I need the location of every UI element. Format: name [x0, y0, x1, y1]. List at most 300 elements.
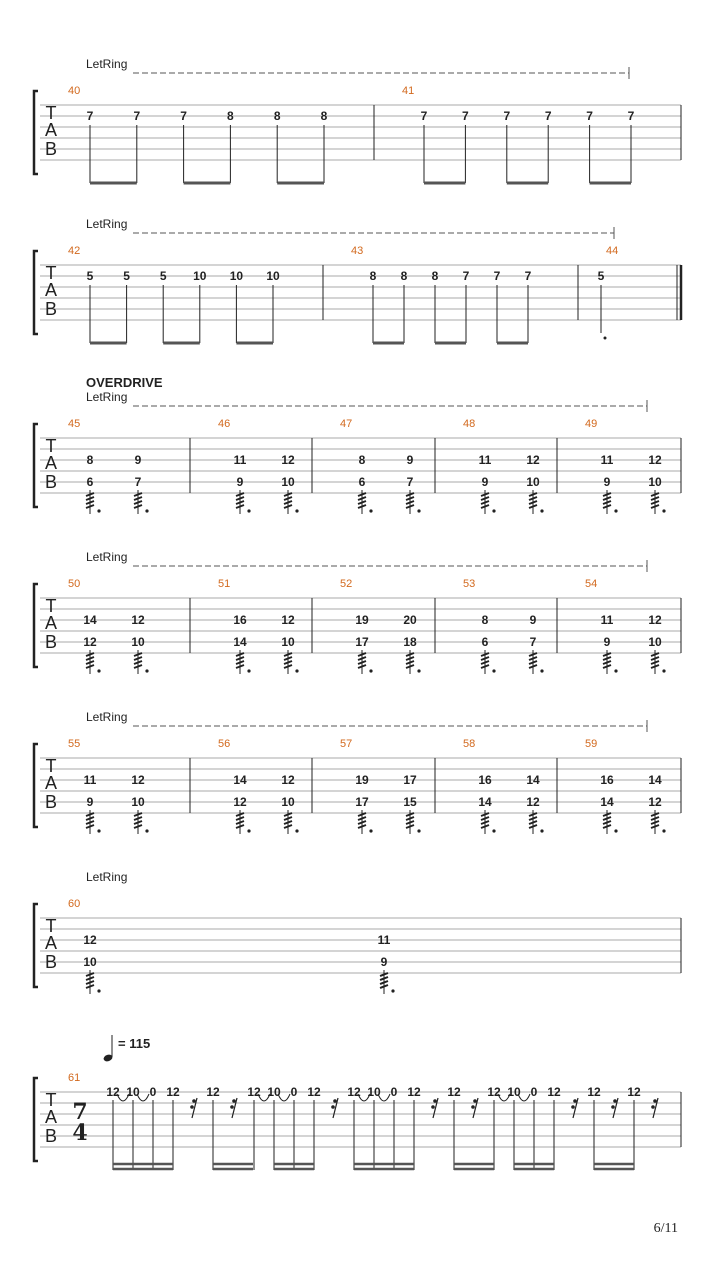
rhythm-dot: [97, 989, 100, 992]
fret-number: 17: [403, 773, 417, 787]
tremolo-slash: [134, 497, 142, 500]
rhythm-dot: [247, 829, 250, 832]
tremolo-slash: [481, 817, 489, 820]
tremolo-slash: [236, 665, 244, 668]
measure-number: 41: [402, 85, 415, 97]
tremolo-slash: [651, 497, 659, 500]
fret-number: 11: [600, 613, 614, 627]
system-bracket: [34, 584, 38, 667]
tremolo-slash: [86, 661, 94, 664]
fret-number: 12: [487, 1085, 501, 1099]
tremolo-slash: [529, 825, 537, 828]
tremolo-slash: [134, 665, 142, 668]
tremolo-slash: [651, 825, 659, 828]
fret-number: 10: [281, 475, 295, 489]
fret-number: 12: [166, 1085, 180, 1099]
measure-number: 44: [606, 245, 619, 257]
fret-number: 10: [131, 795, 145, 809]
fret-number: 12: [547, 1085, 561, 1099]
tremolo-slash: [603, 825, 611, 828]
fret-number: 10: [648, 475, 662, 489]
tab-clef-a: A: [44, 120, 58, 140]
rest-dot: [573, 1099, 577, 1103]
rhythm-dot: [369, 669, 372, 672]
tremolo-slash: [358, 825, 366, 828]
fret-number: 8: [431, 269, 439, 283]
fret-number: 10: [126, 1085, 140, 1099]
tremolo-slash: [529, 665, 537, 668]
fret-number: 10: [131, 635, 145, 649]
tremolo-slash: [603, 497, 611, 500]
tremolo-slash: [406, 501, 414, 504]
measure-number: 57: [340, 738, 353, 750]
tremolo-slash: [406, 497, 414, 500]
tremolo-slash: [284, 497, 292, 500]
fret-number: 10: [526, 475, 540, 489]
rhythm-dot: [662, 509, 665, 512]
measure-number: 61: [68, 1072, 81, 1084]
rhythm-dot: [540, 829, 543, 832]
rhythm-dot: [604, 337, 607, 340]
fret-number: 12: [587, 1085, 601, 1099]
tremolo-slash: [603, 665, 611, 668]
tremolo-slash: [86, 981, 94, 984]
rhythm-dot: [97, 509, 100, 512]
tremolo-slash: [284, 817, 292, 820]
tab-clef-b: B: [44, 632, 58, 652]
tremolo-slash: [134, 661, 142, 664]
measure-number: 54: [585, 578, 598, 590]
tremolo-slash: [284, 505, 292, 508]
measure-number: 51: [218, 578, 231, 590]
tab-clef-t: T: [45, 916, 57, 936]
tremolo-slash: [603, 505, 611, 508]
tremolo-slash: [603, 821, 611, 824]
fret-number: 7: [529, 635, 537, 649]
rhythm-dot: [295, 669, 298, 672]
tremolo-slash: [651, 665, 659, 668]
fret-number: 17: [355, 635, 369, 649]
rest-dot: [190, 1105, 194, 1109]
rest-dot: [473, 1099, 477, 1103]
rhythm-dot: [492, 829, 495, 832]
measure-number: 45: [68, 418, 81, 430]
tremolo-slash: [481, 501, 489, 504]
rest-dot: [232, 1099, 236, 1103]
tremolo-slash: [358, 665, 366, 668]
tremolo-slash: [481, 661, 489, 664]
system-bracket: [34, 91, 38, 174]
fret-number: 9: [380, 955, 388, 969]
fret-number: 8: [358, 453, 366, 467]
tab-clef-t: T: [45, 1090, 57, 1110]
tremolo-slash: [358, 821, 366, 824]
tremolo-slash: [481, 665, 489, 668]
tab-clef-b: B: [44, 792, 58, 812]
fret-number: 7: [420, 109, 428, 123]
fret-number: 10: [193, 269, 207, 283]
fret-number: 8: [400, 269, 408, 283]
fret-number: 9: [529, 613, 537, 627]
fret-number: 10: [83, 955, 97, 969]
fret-number: 16: [233, 613, 247, 627]
tab-clef-a: A: [44, 280, 58, 300]
tremolo-slash: [481, 505, 489, 508]
fret-number: 7: [86, 109, 94, 123]
system-bracket: [34, 904, 38, 987]
tremolo-slash: [481, 825, 489, 828]
system-bracket: [34, 251, 38, 334]
fret-number: 7: [133, 109, 141, 123]
tremolo-slash: [236, 821, 244, 824]
tremolo-slash: [529, 497, 537, 500]
tremolo-slash: [406, 817, 414, 820]
rhythm-dot: [369, 829, 372, 832]
rest-dot: [613, 1099, 617, 1103]
time-signature-top: 7: [72, 1099, 88, 1125]
rhythm-dot: [247, 509, 250, 512]
tremolo-slash: [481, 821, 489, 824]
fret-number: 7: [406, 475, 414, 489]
fret-number: 9: [481, 475, 489, 489]
fret-number: 14: [83, 613, 97, 627]
tremolo-slash: [236, 825, 244, 828]
tremolo-slash: [134, 505, 142, 508]
tremolo-slash: [358, 817, 366, 820]
tab-system-1: [34, 57, 681, 183]
tremolo-slash: [86, 497, 94, 500]
tab-system-2: [34, 217, 681, 343]
tab-clef-t: T: [45, 596, 57, 616]
tremolo-slash: [236, 657, 244, 660]
rhythm-dot: [369, 509, 372, 512]
tab-clef-t: T: [45, 756, 57, 776]
fret-number: 10: [281, 635, 295, 649]
fret-number: 7: [493, 269, 501, 283]
fret-number: 12: [83, 635, 97, 649]
fret-number: 9: [134, 453, 142, 467]
rhythm-dot: [662, 829, 665, 832]
rhythm-dot: [417, 669, 420, 672]
fret-number: 14: [478, 795, 492, 809]
fret-number: 12: [447, 1085, 461, 1099]
tremolo-slash: [86, 501, 94, 504]
tab-clef-a: A: [44, 613, 58, 633]
fret-number: 9: [603, 635, 611, 649]
fret-number: 0: [149, 1085, 157, 1099]
tremolo-slash: [406, 505, 414, 508]
fret-number: 7: [180, 109, 187, 123]
tremolo-slash: [134, 825, 142, 828]
tremolo-slash: [86, 825, 94, 828]
fret-number: 14: [648, 773, 662, 787]
measure-number: 55: [68, 738, 81, 750]
rhythm-dot: [614, 669, 617, 672]
rhythm-dot: [540, 669, 543, 672]
measure-number: 56: [218, 738, 231, 750]
rest-dot: [653, 1099, 657, 1103]
tremolo-slash: [481, 657, 489, 660]
rest-dot: [471, 1105, 475, 1109]
fret-number: 15: [403, 795, 417, 809]
rhythm-dot: [145, 669, 148, 672]
measure-number: 49: [585, 418, 598, 430]
tab-clef-a: A: [44, 773, 58, 793]
tremolo-slash: [358, 497, 366, 500]
fret-number: 5: [597, 269, 605, 283]
fret-number: 7: [134, 475, 142, 489]
system-bracket: [34, 744, 38, 827]
rhythm-dot: [295, 509, 298, 512]
fret-number: 8: [320, 109, 328, 123]
fret-number: 12: [83, 933, 97, 947]
page-number: 6/11: [653, 1221, 678, 1236]
tremolo-slash: [284, 665, 292, 668]
fret-number: 7: [524, 269, 532, 283]
measure-number: 48: [463, 418, 476, 430]
rhythm-dot: [295, 829, 298, 832]
tremolo-slash: [236, 497, 244, 500]
fret-number: 5: [86, 269, 94, 283]
fret-number: 14: [233, 635, 247, 649]
tremolo-slash: [134, 657, 142, 660]
fret-number: 9: [406, 453, 414, 467]
fret-number: 7: [462, 109, 469, 123]
fret-number: 12: [648, 613, 662, 627]
fret-number: 12: [526, 453, 540, 467]
fret-number: 6: [481, 635, 489, 649]
tremolo-slash: [529, 817, 537, 820]
fret-number: 10: [507, 1085, 521, 1099]
fret-number: 8: [369, 269, 377, 283]
rest-dot: [651, 1105, 655, 1109]
fret-number: 12: [407, 1085, 421, 1099]
tremolo-slash: [406, 665, 414, 668]
time-signature-bottom: 4: [72, 1120, 88, 1146]
fret-number: 11: [83, 773, 97, 787]
rhythm-dot: [492, 509, 495, 512]
fret-number: 11: [600, 453, 614, 467]
fret-number: 12: [247, 1085, 261, 1099]
tremolo-slash: [358, 505, 366, 508]
rhythm-dot: [391, 989, 394, 992]
let-ring-label: LetRing: [86, 870, 128, 884]
measure-number: 40: [68, 85, 81, 97]
fret-number: 12: [627, 1085, 641, 1099]
measure-number: 46: [218, 418, 231, 430]
fret-number: 0: [390, 1085, 398, 1099]
rhythm-dot: [662, 669, 665, 672]
fret-number: 10: [367, 1085, 381, 1099]
fret-number: 12: [131, 773, 145, 787]
tab-clef-b: B: [44, 952, 58, 972]
tab-system-4: [34, 550, 681, 674]
fret-number: 9: [86, 795, 94, 809]
measure-number: 58: [463, 738, 476, 750]
let-ring-label: LetRing: [86, 57, 128, 71]
fret-number: 14: [600, 795, 614, 809]
tremolo-slash: [651, 501, 659, 504]
tab-clef-a: A: [44, 453, 58, 473]
fret-number: 12: [648, 453, 662, 467]
tremolo-slash: [236, 505, 244, 508]
fret-number: 12: [526, 795, 540, 809]
tremolo-slash: [406, 825, 414, 828]
tremolo-slash: [380, 977, 388, 980]
rhythm-dot: [97, 669, 100, 672]
tremolo-slash: [284, 657, 292, 660]
fret-number: 18: [403, 635, 417, 649]
tremolo-slash: [86, 821, 94, 824]
tremolo-slash: [86, 665, 94, 668]
measure-number: 50: [68, 578, 81, 590]
tab-system-5: [34, 710, 681, 834]
fret-number: 17: [355, 795, 369, 809]
measure-number: 59: [585, 738, 598, 750]
tremolo-slash: [651, 505, 659, 508]
tremolo-slash: [481, 497, 489, 500]
tremolo-slash: [603, 661, 611, 664]
fret-number: 7: [544, 109, 552, 123]
tab-clef-t: T: [45, 103, 57, 123]
fret-number: 12: [131, 613, 145, 627]
fret-number: 0: [530, 1085, 538, 1099]
fret-number: 11: [478, 453, 492, 467]
tremolo-slash: [651, 657, 659, 660]
measure-number: 42: [68, 245, 81, 257]
tremolo-slash: [358, 501, 366, 504]
tremolo-slash: [529, 657, 537, 660]
fret-number: 8: [86, 453, 94, 467]
tremolo-slash: [529, 505, 537, 508]
fret-number: 14: [526, 773, 540, 787]
fret-number: 6: [358, 475, 366, 489]
rest-dot: [333, 1099, 337, 1103]
system-bracket: [34, 424, 38, 507]
tremolo-slash: [529, 501, 537, 504]
fret-number: 10: [648, 635, 662, 649]
fret-number: 12: [281, 613, 295, 627]
rest-dot: [230, 1105, 234, 1109]
fret-number: 10: [229, 269, 244, 283]
fret-number: 12: [281, 453, 295, 467]
tremolo-slash: [86, 657, 94, 660]
rhythm-dot: [614, 829, 617, 832]
fret-number: 12: [106, 1085, 120, 1099]
let-ring-label: LetRing: [86, 217, 128, 231]
tremolo-slash: [406, 657, 414, 660]
fret-number: 20: [403, 613, 417, 627]
rest-dot: [571, 1105, 575, 1109]
tremolo-slash: [284, 821, 292, 824]
tremolo-slash: [134, 817, 142, 820]
rhythm-dot: [540, 509, 543, 512]
fret-number: 6: [86, 475, 94, 489]
measure-number: 47: [340, 418, 353, 430]
fret-number: 7: [627, 109, 635, 123]
tab-clef-t: T: [45, 263, 57, 283]
rest-dot: [611, 1105, 615, 1109]
rest-dot: [192, 1099, 196, 1103]
fret-number: 8: [481, 613, 489, 627]
tab-clef-b: B: [44, 299, 58, 319]
rest-dot: [431, 1105, 435, 1109]
tremolo-slash: [380, 981, 388, 984]
tremolo-slash: [86, 977, 94, 980]
fret-number: 12: [206, 1085, 220, 1099]
measure-number: 52: [340, 578, 353, 590]
fret-number: 10: [266, 269, 280, 283]
tremolo-slash: [284, 661, 292, 664]
fret-number: 11: [233, 453, 247, 467]
fret-number: 9: [236, 475, 244, 489]
tremolo-slash: [603, 817, 611, 820]
tremolo-slash: [134, 821, 142, 824]
rest-dot: [433, 1099, 437, 1103]
tempo-marking: [103, 1035, 151, 1063]
fret-number: 9: [603, 475, 611, 489]
rhythm-dot: [417, 829, 420, 832]
tab-clef-t: T: [45, 436, 57, 456]
tab-clef-b: B: [44, 472, 58, 492]
fret-number: 10: [267, 1085, 281, 1099]
fret-number: 0: [290, 1085, 298, 1099]
tremolo-slash: [134, 501, 142, 504]
tremolo-slash: [284, 501, 292, 504]
rhythm-dot: [145, 829, 148, 832]
tremolo-slash: [86, 817, 94, 820]
fret-number: 5: [159, 269, 167, 283]
system-bracket: [34, 1078, 38, 1161]
tremolo-slash: [86, 985, 94, 988]
tremolo-slash: [529, 821, 537, 824]
tab-clef-b: B: [44, 139, 58, 159]
tremolo-slash: [284, 825, 292, 828]
tremolo-slash: [651, 817, 659, 820]
fret-number: 16: [478, 773, 492, 787]
tremolo-slash: [86, 505, 94, 508]
measure-number: 53: [463, 578, 476, 590]
tremolo-slash: [380, 985, 388, 988]
rhythm-dot: [97, 829, 100, 832]
fret-number: 12: [281, 773, 295, 787]
let-ring-label: LetRing: [86, 710, 128, 724]
measure-number: 43: [351, 245, 364, 257]
tab-clef-b: B: [44, 1126, 58, 1146]
fret-number: 10: [281, 795, 295, 809]
tremolo-slash: [603, 657, 611, 660]
rhythm-dot: [417, 509, 420, 512]
fret-number: 7: [586, 109, 593, 123]
section-header: OVERDRIVE: [86, 375, 163, 390]
tab-clef-a: A: [44, 1107, 58, 1127]
fret-number: 7: [503, 109, 511, 123]
fret-number: 16: [600, 773, 614, 787]
tremolo-slash: [236, 661, 244, 664]
tremolo-slash: [358, 657, 366, 660]
fret-number: 8: [273, 109, 281, 123]
tempo-value: = 115: [118, 1036, 151, 1051]
tab-system-3: [34, 375, 681, 514]
rest-dot: [331, 1105, 335, 1109]
tremolo-slash: [236, 501, 244, 504]
fret-number: 12: [347, 1085, 361, 1099]
fret-number: 19: [355, 773, 369, 787]
fret-number: 14: [233, 773, 247, 787]
tremolo-slash: [236, 817, 244, 820]
tremolo-slash: [603, 501, 611, 504]
fret-number: 12: [307, 1085, 321, 1099]
